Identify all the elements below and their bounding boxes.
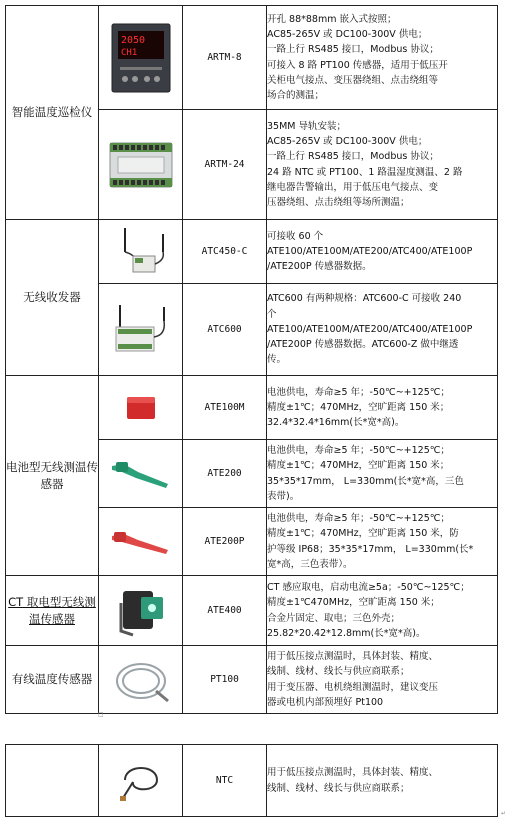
product-photo — [99, 508, 183, 576]
description-cell: 用于低压接点测温时，具体封装、精度、 线制、线材、线长与供应商联系； 用于变压器、电机绕组测温时，建议变压 器或电机内部预埋好 Pt100 — [267, 646, 498, 714]
antenna-transceiver-icon — [111, 224, 171, 280]
description-cell: 电池供电，寿命≥5 年；-50℃~+125℃； 精度±1℃；470MHz，空旷距离 150 米，防 护等级 IP68；35*35*17mm， L=330mm(长* 宽*高，三色表带）。 — [267, 508, 498, 576]
table-row — [6, 376, 498, 440]
model-cell: ATC450-C — [183, 220, 267, 284]
din-transceiver-icon — [108, 301, 174, 359]
paragraph-mark: ↵ — [501, 810, 507, 817]
model-cell: ARTM-24 — [183, 110, 267, 220]
svg-text:CH1: CH1 — [120, 47, 137, 58]
description-cell: CT 感应取电，启动电流≥5a；-50℃~125℃； 精度±1℃470MHz，空旷距离 150 米； 合金片固定、取电；三色外壳； 25.82*20.42*12.8mm(长*宽*高)。 — [267, 576, 498, 646]
green-strap-sensor-icon — [108, 456, 174, 492]
product-spec-table-continued — [5, 744, 498, 817]
category-cell: 无线收发器 — [6, 220, 99, 376]
red-sensor-icon — [121, 393, 161, 423]
svg-text:2050: 2050 — [120, 34, 145, 46]
category-cell: 智能温度巡检仪 — [6, 6, 99, 220]
category-cell: 有线温度传感器 — [6, 646, 99, 714]
product-photo — [99, 440, 183, 508]
category-cell: CT 取电型无线测温传感器 — [6, 576, 99, 646]
ct-sensor-icon — [111, 583, 171, 639]
category-cell — [6, 745, 99, 817]
model-cell: ATE200 — [183, 440, 267, 508]
model-cell: ARTM-8 — [183, 6, 267, 110]
product-photo — [99, 284, 183, 376]
description-cell: 电池供电，寿命≥5 年；-50℃~+125℃； 精度±1℃；470MHz，空旷距离 150 米； 35*35*17mm， L=330mm(长*宽*高，三色 表带)。 — [267, 440, 498, 508]
product-photo — [99, 220, 183, 284]
description-cell: 电池供电，寿命≥5 年；-50℃~+125℃； 精度±1℃；470MHz，空旷距离 150 米； 32.4*32.4*16mm(长*宽*高)。 — [267, 376, 498, 440]
description-cell: 开孔 88*88mm 嵌入式按照； AC85-265V 或 DC100-300V 供电； 一路上行 RS485 接口，Modbus 协议； 可接入 8 路 PT100 传感器，适用于低压开 关柜电气接点、变压器绕组、点击绕组等 场合的测温； — [267, 6, 498, 110]
panel-meter-icon — [109, 21, 173, 95]
product-photo — [99, 745, 183, 817]
model-cell: ATE100M — [183, 376, 267, 440]
category-cell: 电池型无线测温传感器 — [6, 376, 99, 576]
table-row — [6, 745, 498, 817]
model-cell: NTC — [183, 745, 267, 817]
description-cell: 35MM 导轨安装； AC85-265V 或 DC100-300V 供电； 一路上行 RS485 接口，Modbus 协议； 24 路 NTC 或 PT100、1 路温湿度测温、2 路 继电器告警输出，用于低压电气接点、变 压器绕组、点击绕组等场所测温； — [267, 110, 498, 220]
din-rail-module-icon — [106, 135, 176, 195]
product-photo — [99, 646, 183, 714]
model-cell: PT100 — [183, 646, 267, 714]
product-photo — [99, 376, 183, 440]
description-cell: ATC600 有两种规格：ATC600-C 可接收 240 个 ATE100/ATE100M/ATE200/ATC400/ATE100P /ATE200P 传感器数据。ATC600-Z 做中继透 传。 — [267, 284, 498, 376]
table-row — [6, 6, 498, 110]
model-cell: ATE400 — [183, 576, 267, 646]
description-cell: 用于低压接点测温时，具体封装、精度、 线制、线材、线长与供应商联系； — [267, 745, 498, 817]
product-spec-table — [5, 5, 498, 714]
model-cell: ATE200P — [183, 508, 267, 576]
table-anchor-mark: □ — [98, 711, 104, 718]
model-cell: ATC600 — [183, 284, 267, 376]
product-photo — [99, 576, 183, 646]
red-strap-sensor-icon — [108, 524, 174, 560]
pt100-probe-icon — [110, 655, 172, 705]
table-row — [6, 646, 498, 714]
product-photo — [99, 110, 183, 220]
product-photo — [99, 6, 183, 110]
table-row — [6, 220, 498, 284]
ntc-probe-icon — [117, 758, 165, 804]
table-row — [6, 576, 498, 646]
description-cell: 可接收 60 个 ATE100/ATE100M/ATE200/ATC400/ATE100P /ATE200P 传感器数据。 — [267, 220, 498, 284]
